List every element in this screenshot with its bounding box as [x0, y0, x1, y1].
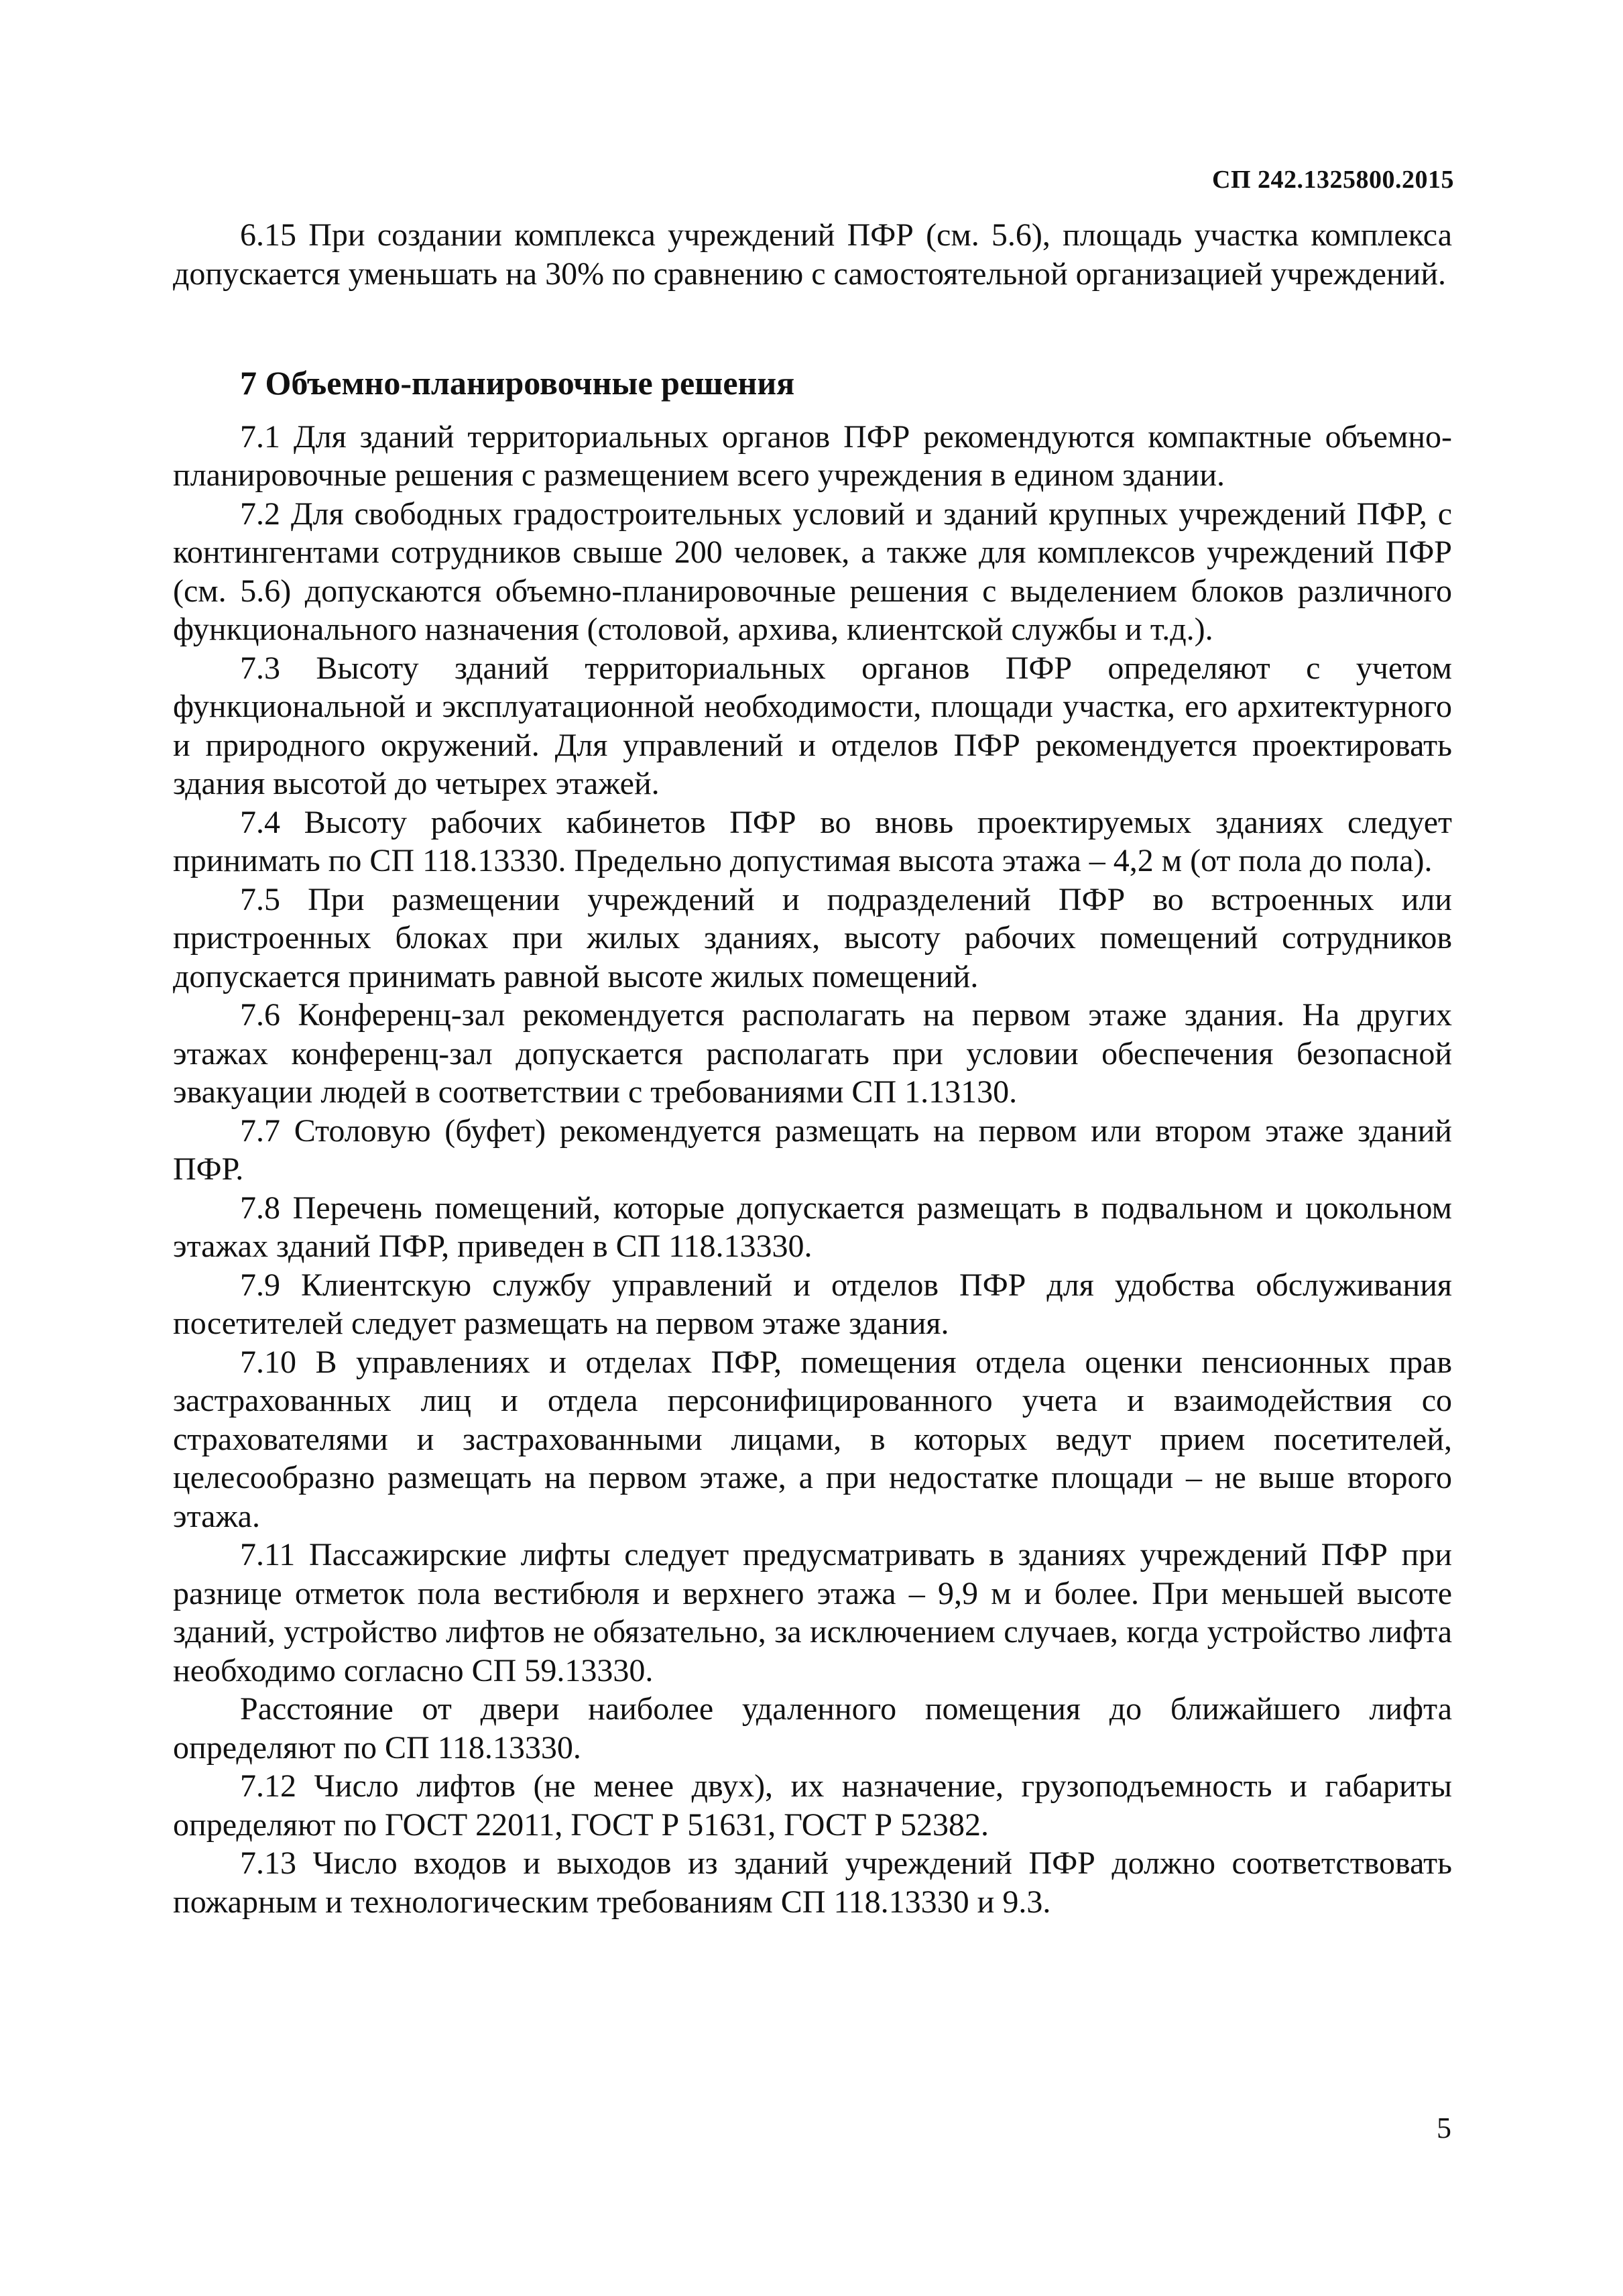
paragraph-7-7: 7.7 Столовую (буфет) рекомендуется размещать на первом или втором этаже зданий ПФР.	[173, 1112, 1452, 1187]
section-heading: 7 Объемно-планировочные решения	[240, 364, 795, 402]
paragraph-7-13: 7.13 Число входов и выходов из зданий учреждений ПФР должно соответствовать пожарным и технологическим требованиям СП 118.13330 и 9.3.	[173, 1845, 1452, 1920]
page-number: 5	[1437, 2112, 1451, 2144]
paragraph-7-3: 7.3 Высоту зданий территориальных органов ПФР определяют с учетом функциональной и эксплуатационной необходимости, площади участка, его архитектурного и природного окружений. Для управлений и отделов ПФР рекомендуется проектировать здания высотой до четырех этажей.	[173, 650, 1452, 801]
paragraph-7-4: 7.4 Высоту рабочих кабинетов ПФР во вновь проектируемых зданиях следует принимать по СП 118.13330. Предельно допустимая высота этажа – 4,2 м (от пола до пола).	[173, 804, 1452, 878]
page-content	[173, 216, 1452, 1921]
paragraph-7-6: 7.6 Конференц-зал рекомендуется располагать на первом этаже здания. На других этажах конференц-зал допускается располагать при условии обеспечения безопасной эвакуации людей в соответствии с требованиями СП 1.13130.	[173, 997, 1452, 1110]
paragraph-6-15: 6.15 При создании комплекса учреждений ПФР (см. 5.6), площадь участка комплекса допускается уменьшать на 30% по сравнению с самостоятельной организацией учреждений.	[173, 217, 1452, 292]
paragraph-7-12: 7.12 Число лифтов (не менее двух), их назначение, грузоподъемность и габариты определяют по ГОСТ 22011, ГОСТ Р 51631, ГОСТ Р 52382.	[173, 1768, 1452, 1843]
paragraph-7-1: 7.1 Для зданий территориальных органов ПФР рекомендуются компактные объемно-планировочные решения с размещением всего учреждения в едином здании.	[173, 418, 1452, 493]
paragraph-7-11: 7.11 Пассажирские лифты следует предусматривать в зданиях учреждений ПФР при разнице отметок пола вестибюля и верхнего этажа – 9,9 м и более. При меньшей высоте зданий, устройство лифтов не обязательно, за исключением случаев, когда устройство лифта необходимо согласно СП 59.13330.	[173, 1537, 1452, 1688]
paragraph-7-5: 7.5 При размещении учреждений и подразделений ПФР во встроенных или пристроенных блоках при жилых зданиях, высоту рабочих помещений сотрудников допускается принимать равной высоте жилых помещений.	[173, 881, 1452, 994]
paragraph-7-8: 7.8 Перечень помещений, которые допускается размещать в подвальном и цокольном этажах зданий ПФР, приведен в СП 118.13330.	[173, 1190, 1452, 1264]
paragraph-7-10: 7.10 В управлениях и отделах ПФР, помещения отдела оценки пенсионных прав застрахованных лиц и отдела персонифицированного учета и взаимодействия со страхователями и застрахованными лицами, в которых ведут прием посетителей, целесообразно размещать на первом этаже, а при недостатке площади – не выше второго этажа.	[173, 1344, 1452, 1534]
paragraph-7-9: 7.9 Клиентскую службу управлений и отделов ПФР для удобства обслуживания посетителей следует размещать на первом этаже здания.	[173, 1267, 1452, 1341]
document-code: СП 242.1325800.2015	[1212, 166, 1454, 194]
paragraph-7-11-continued: Расстояние от двери наиболее удаленного помещения до ближайшего лифта определяют по СП 118.13330.	[173, 1691, 1452, 1766]
paragraph-7-2: 7.2 Для свободных градостроительных условий и зданий крупных учреждений ПФР, с контингентами сотрудников свыше 200 человек, а также для комплексов учреждений ПФР (см. 5.6) допускаются объемно-планировочные решения с выделением блоков различного функционального назначения (столовой, архива, клиентской службы и т.д.).	[173, 496, 1452, 647]
